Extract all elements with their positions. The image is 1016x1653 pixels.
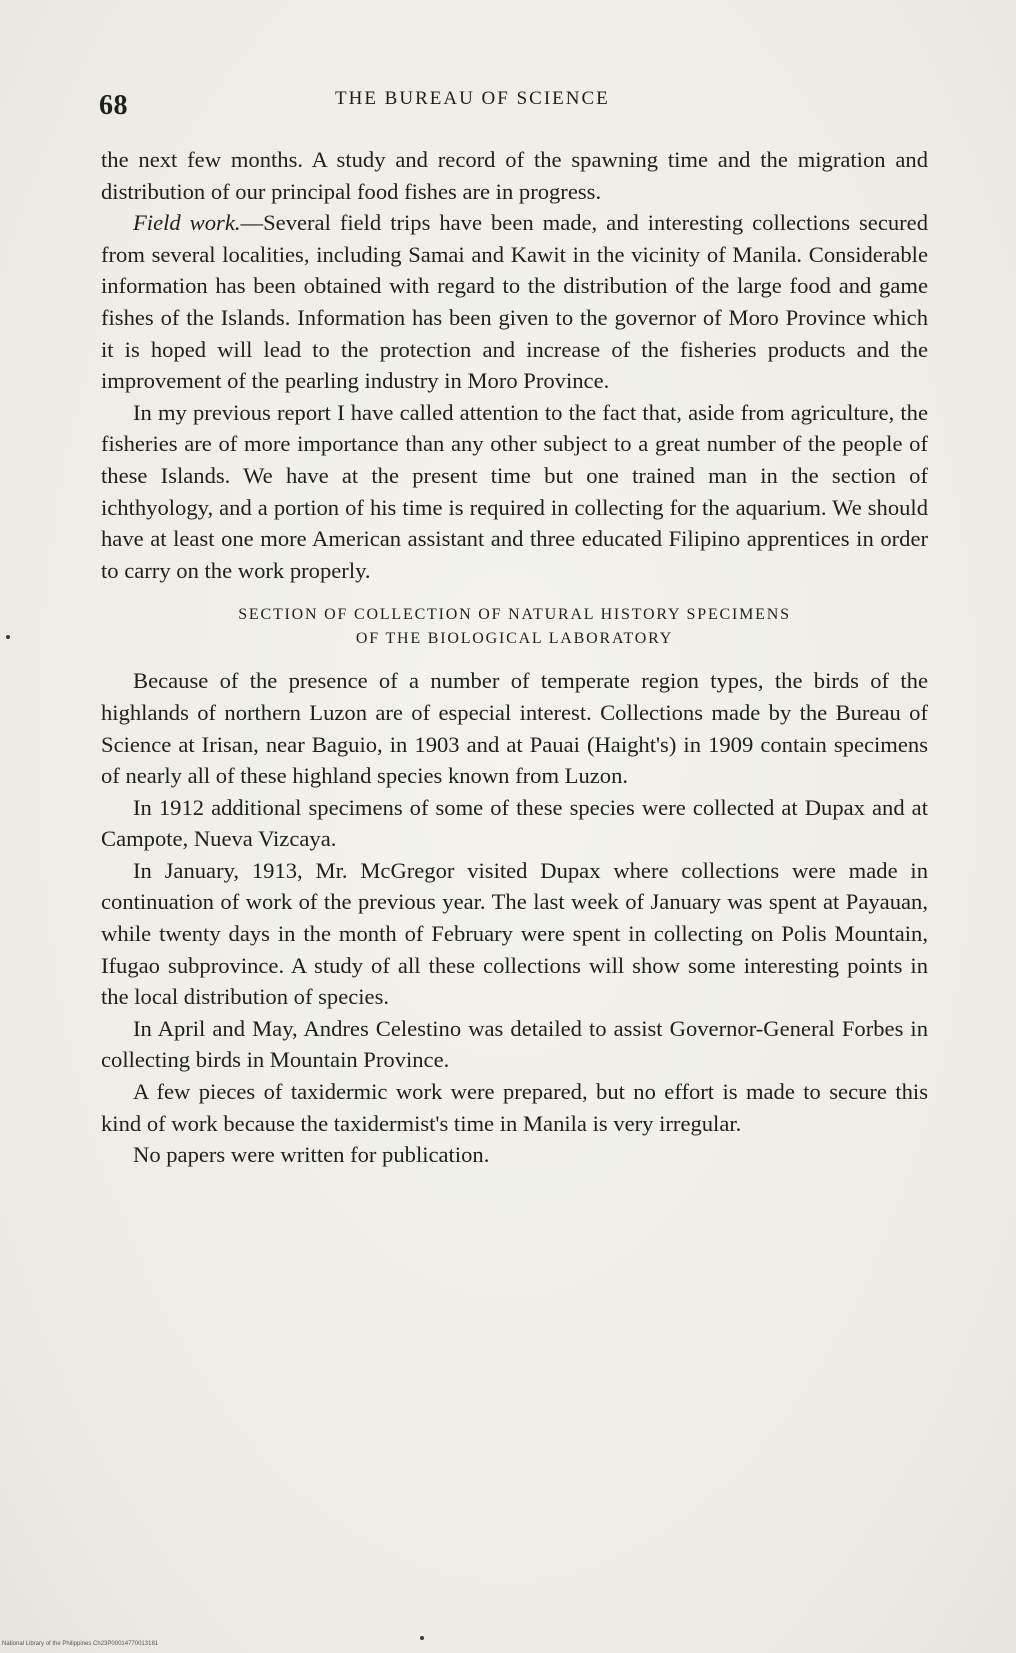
section-heading: [101, 603, 928, 651]
section-heading-line: SECTION OF COLLECTION OF NATURAL HISTORY SPECIMENS: [238, 606, 791, 624]
paragraph-text: —Several field trips have been made, and interesting collections secured from several localities, including Samai and Kawit in the vicinity of Manila. Considerable information has been obtained with regard to the distribution of the large food and game fishes of the Islands. Information has been given to the governor of Moro Province which it is hoped will lead to the protection and increase of the fisheries products and the improvement of the pearling industry in Moro Province.: [101, 210, 928, 394]
paragraph: In April and May, Andres Celestino was detailed to assist Governor-General Forbes in collecting birds in Mountain Province.: [101, 1015, 928, 1073]
run-in-heading: Field work.: [133, 210, 241, 236]
paragraph: In my previous report I have called attention to the fact that, aside from agriculture, the fisheries are of more importance than any other subject to a great number of the people of these Islands. We have at the present time but one trained man in the section of ichthyology, and a portion of his time is required in collecting for the aquarium. We should have at least one more American assistant and three educated Filipino apprentices in order to carry on the work properly.: [101, 399, 928, 583]
paragraph: In January, 1913, Mr. McGregor visited Dupax where collections were made in continuation of work of the previous year. The last week of January was spent at Payauan, while twenty days in the month of February were spent in collecting on Polis Mountain, Ifugao subprovince. A study of all these collections will show some interesting points in the local distribution of species.: [101, 857, 928, 1010]
page-number: 68: [99, 90, 128, 121]
paragraph: In 1912 additional specimens of some of these species were collected at Dupax and at Campote, Nueva Vizcaya.: [101, 794, 928, 852]
paragraph-field-work: [101, 207, 928, 397]
section-heading-line: OF THE BIOLOGICAL LABORATORY: [355, 630, 674, 648]
paragraph: Because of the presence of a number of temperate region types, the birds of the highlands of northern Luzon are of especial interest. Collections made by the Bureau of Science at Irisan, near Baguio, in 1903 and at Pauai (Haight's) in 1909 contain specimens of nearly all of these highland species known from Luzon.: [101, 668, 928, 789]
paragraph-continuation: the next few months. A study and record of the spawning time and the migration and distribution of our principal food fishes are in progress.: [101, 147, 928, 204]
scan-credit: National Library of the Philippines Ch23P00014770013181: [2, 1641, 159, 1647]
paragraph: No papers were written for publication.: [133, 1142, 490, 1168]
paragraph: A few pieces of taxidermic work were prepared, but no effort is made to secure this kind of work because the taxidermist's time in Manila is very irregular.: [101, 1079, 928, 1136]
scan-speck: [6, 635, 10, 639]
scan-speck: [420, 1636, 424, 1640]
body-text: [101, 144, 928, 1171]
running-head: THE BUREAU OF SCIENCE: [335, 88, 610, 109]
